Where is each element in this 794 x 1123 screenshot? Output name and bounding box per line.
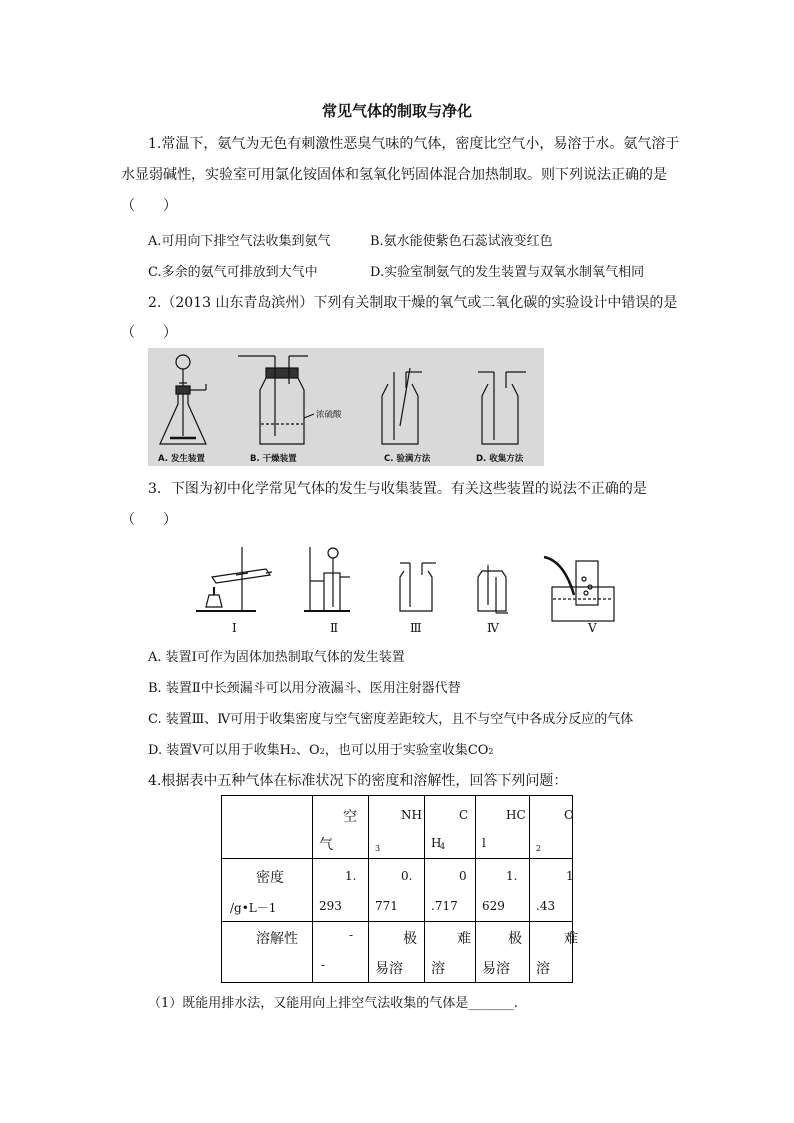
numeral-ii: Ⅱ (330, 621, 339, 635)
solubility-label-cell: 溶解性 (222, 922, 313, 983)
page-title: 常见气体的制取与净化 (321, 102, 472, 120)
figure-label-d: D. 收集方法 (476, 454, 524, 464)
density-label-cell: 密度 /g•L－1 (222, 859, 313, 922)
numeral-i: Ⅰ (232, 621, 237, 635)
q4-line1: 4.根据表中五种气体在标准状况下的密度和溶解性，回答下列问题： (148, 773, 568, 789)
gas-properties-table (221, 795, 578, 983)
acid-label: 浓硫酸 (316, 410, 342, 420)
solubility-nh3: 极 易溶 (369, 922, 425, 983)
numeral-iii: Ⅲ (410, 621, 422, 635)
q1-option-a: A.可用向下排空气法收集到氨气 (148, 234, 331, 249)
q2-line1: 2.（2013 山东青岛滨州）下列有关制取干燥的氧气或二氧化碳的实验设计中错误的是 (148, 295, 678, 311)
header-o2: O 2 (530, 796, 573, 859)
solubility-air: - - (313, 922, 369, 983)
table-corner-cell (222, 796, 313, 859)
q3-line1: 3．下图为初中化学常见气体的发生与收集装置。有关这些装置的说法不正确的是 (148, 481, 647, 497)
q4-subquestion-1: （1）既能用排水法，又能用向上排空气法收集的气体是_______. (148, 996, 518, 1011)
q3-option-a: A. 装置Ⅰ可作为固体加热制取气体的发生装置 (148, 650, 405, 665)
q1-line2: 水显弱碱性，实验室可用氯化铵固体和氢氧化钙固体混合加热制取。则下列说法正确的是 (121, 167, 667, 183)
q3-option-d: D. 装置Ⅴ可以用于收集H2、O2，也可以用于实验室收集CO2 (148, 743, 494, 758)
density-o2: 1 .43 (530, 859, 573, 922)
density-air: 1. 293 (313, 859, 369, 922)
numeral-iv: Ⅳ (487, 621, 499, 635)
q3-option-c: C. 装置Ⅲ、Ⅳ可用于收集密度与空气密度差距较大，且不与空气中各成分反应的气体 (148, 712, 634, 727)
header-ch4: C H 4 (425, 796, 476, 859)
q3-apparatus-figure (192, 547, 632, 637)
solubility-o2: 难 溶 (530, 922, 573, 983)
q1-line1: 1.常温下，氨气为无色有刺激性恶臭气味的气体，密度比空气小，易溶于水。氨气溶于 (148, 136, 680, 152)
figure-label-c: C. 验满方法 (384, 454, 431, 464)
q3-blank: （ ） (121, 512, 177, 528)
solubility-ch4: 难 溶 (425, 922, 476, 983)
header-nh3: NH 3 (369, 796, 425, 859)
figure-label-a: A. 发生装置 (158, 454, 205, 464)
q2-apparatus-drawing (148, 348, 544, 466)
numeral-v: Ⅴ (588, 621, 597, 635)
header-air: 空 气 (313, 796, 369, 859)
q2-blank: （ ） (121, 325, 177, 341)
header-hcl: HC l (476, 796, 530, 859)
density-hcl: 1. 629 (476, 859, 530, 922)
density-nh3: 0. 771 (369, 859, 425, 922)
solubility-hcl: 极 易溶 (476, 922, 530, 983)
q1-option-d: D.实验室制氨气的发生装置与双氧水制氧气相同 (370, 265, 645, 280)
q1-blank: （ ） (121, 198, 177, 214)
q1-option-b: B.氨水能使紫色石蕊试液变红色 (370, 234, 553, 249)
figure-label-b: B. 干燥装置 (250, 454, 297, 464)
q2-apparatus-figure (148, 348, 544, 466)
density-ch4: 0 .717 (425, 859, 476, 922)
q1-option-c: C.多余的氨气可排放到大气中 (148, 265, 318, 280)
q3-option-b: B. 装置Ⅱ中长颈漏斗可以用分液漏斗、医用注射器代替 (148, 681, 461, 696)
